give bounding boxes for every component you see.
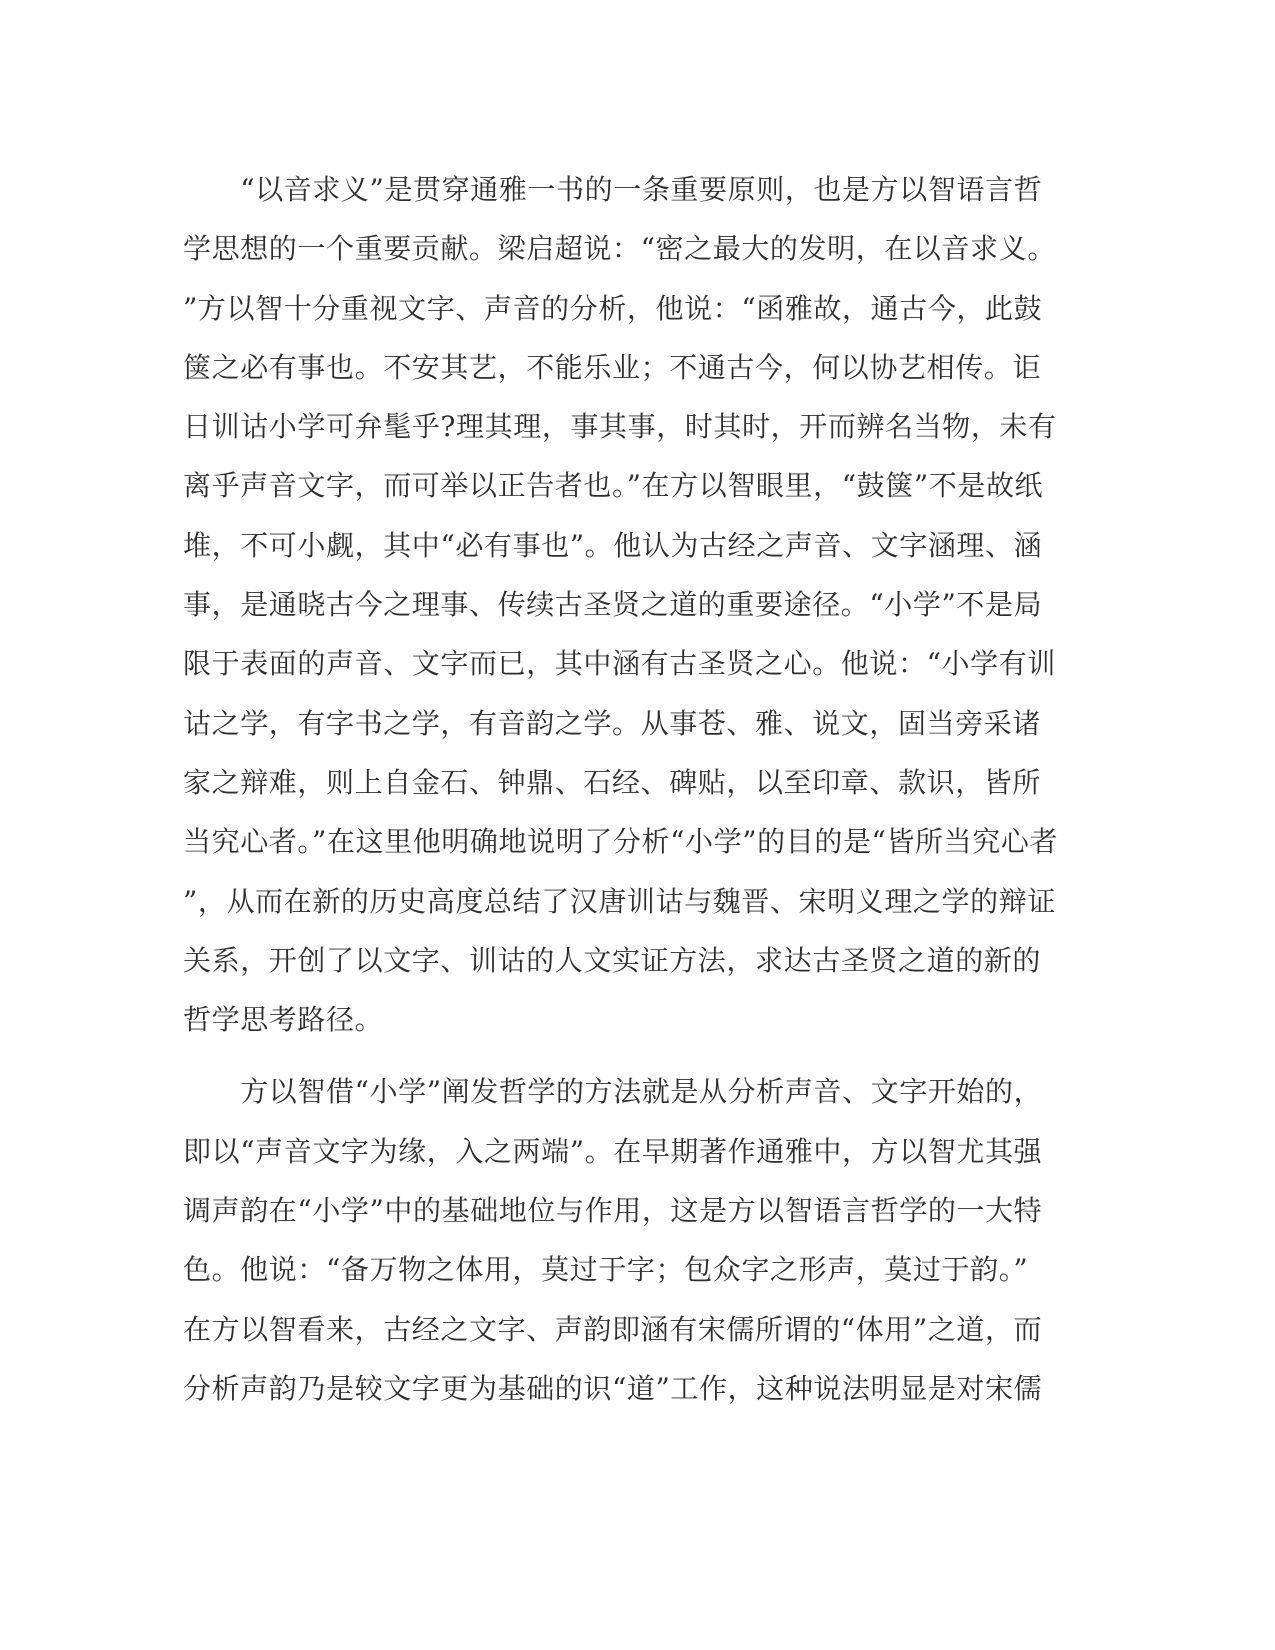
text-line: 诂之学，有字书之学，有音韵之学。从事苍、雅、说文，固当旁采诸 — [183, 706, 1042, 740]
text-line: 离乎声音文字，而可举以正告者也。”在方以智眼里，“鼓箧”不是故纸 — [183, 469, 1044, 503]
text-line: ”，从而在新的历史高度总结了汉唐训诂与魏晋、宋明义理之学的辩证 — [183, 884, 1056, 918]
text-line: 哲学思考路径。 — [183, 1003, 384, 1037]
text-line: 堆，不可小觑，其中“必有事也”。他认为古经之声音、文字涵理、涵 — [183, 528, 1043, 562]
text-line: 调声韵在“小学”中的基础地位与作用，这是方以智语言哲学的一大特 — [183, 1194, 1043, 1228]
paragraph-1 — [183, 160, 1059, 1049]
text-line: 在方以智看来，古经之文字、声韵即涵有宋儒所谓的“体用”之道，而 — [183, 1312, 1043, 1346]
text-line: 方以智借“小学”阐发哲学的方法就是从分析声音、文字开始的， — [183, 1075, 1043, 1109]
text-line: 即以“声音文字为缘，入之两端”。在早期著作通雅中，方以智尤其强 — [183, 1134, 1043, 1168]
text-line: 家之辩难，则上自金石、钟鼎、石经、碑贴，以至印章、款识，皆所 — [183, 765, 1042, 799]
text-line: 学思想的一个重要贡献。梁启超说：“密之最大的发明，在以音求义。 — [183, 232, 1056, 266]
text-line: 日训诂小学可弁髦乎?理其理，事其事，时其时，开而辨名当物，未有 — [183, 410, 1057, 444]
paragraph-spacing — [183, 1049, 1043, 1062]
paragraph-2 — [183, 1062, 1043, 1418]
body-text — [183, 160, 1059, 1418]
text-line: 限于表面的声音、文字而已，其中涵有古圣贤之心。他说：“小学有训 — [183, 647, 1056, 681]
text-line: 事，是通晓古今之理事、传续古圣贤之道的重要途径。“小学”不是局 — [183, 588, 1043, 622]
text-line: 当究心者。”在这里他明确地说明了分析“小学”的目的是“皆所当究心者 — [183, 825, 1059, 859]
text-line: 箧之必有事也。不安其艺，不能乐业；不通古今，何以协艺相传。讵 — [183, 350, 1042, 384]
text-line: ”方以智十分重视文字、声音的分析，他说：“函雅故，通古今，此鼓 — [183, 291, 1043, 325]
text-line: 分析声韵乃是较文字更为基础的识“道”工作，这种说法明显是对宋儒 — [183, 1371, 1043, 1405]
text-line: 关系，开创了以文字、训诂的人文实证方法，求达古圣贤之道的新的 — [183, 943, 1042, 977]
text-line: “以音求义”是贯穿通雅一书的一条重要原则，也是方以智语言哲 — [183, 173, 1043, 206]
text-line: 色。他说：“备万物之体用，莫过于字；包众字之形声，莫过于韵。” — [183, 1253, 1029, 1287]
